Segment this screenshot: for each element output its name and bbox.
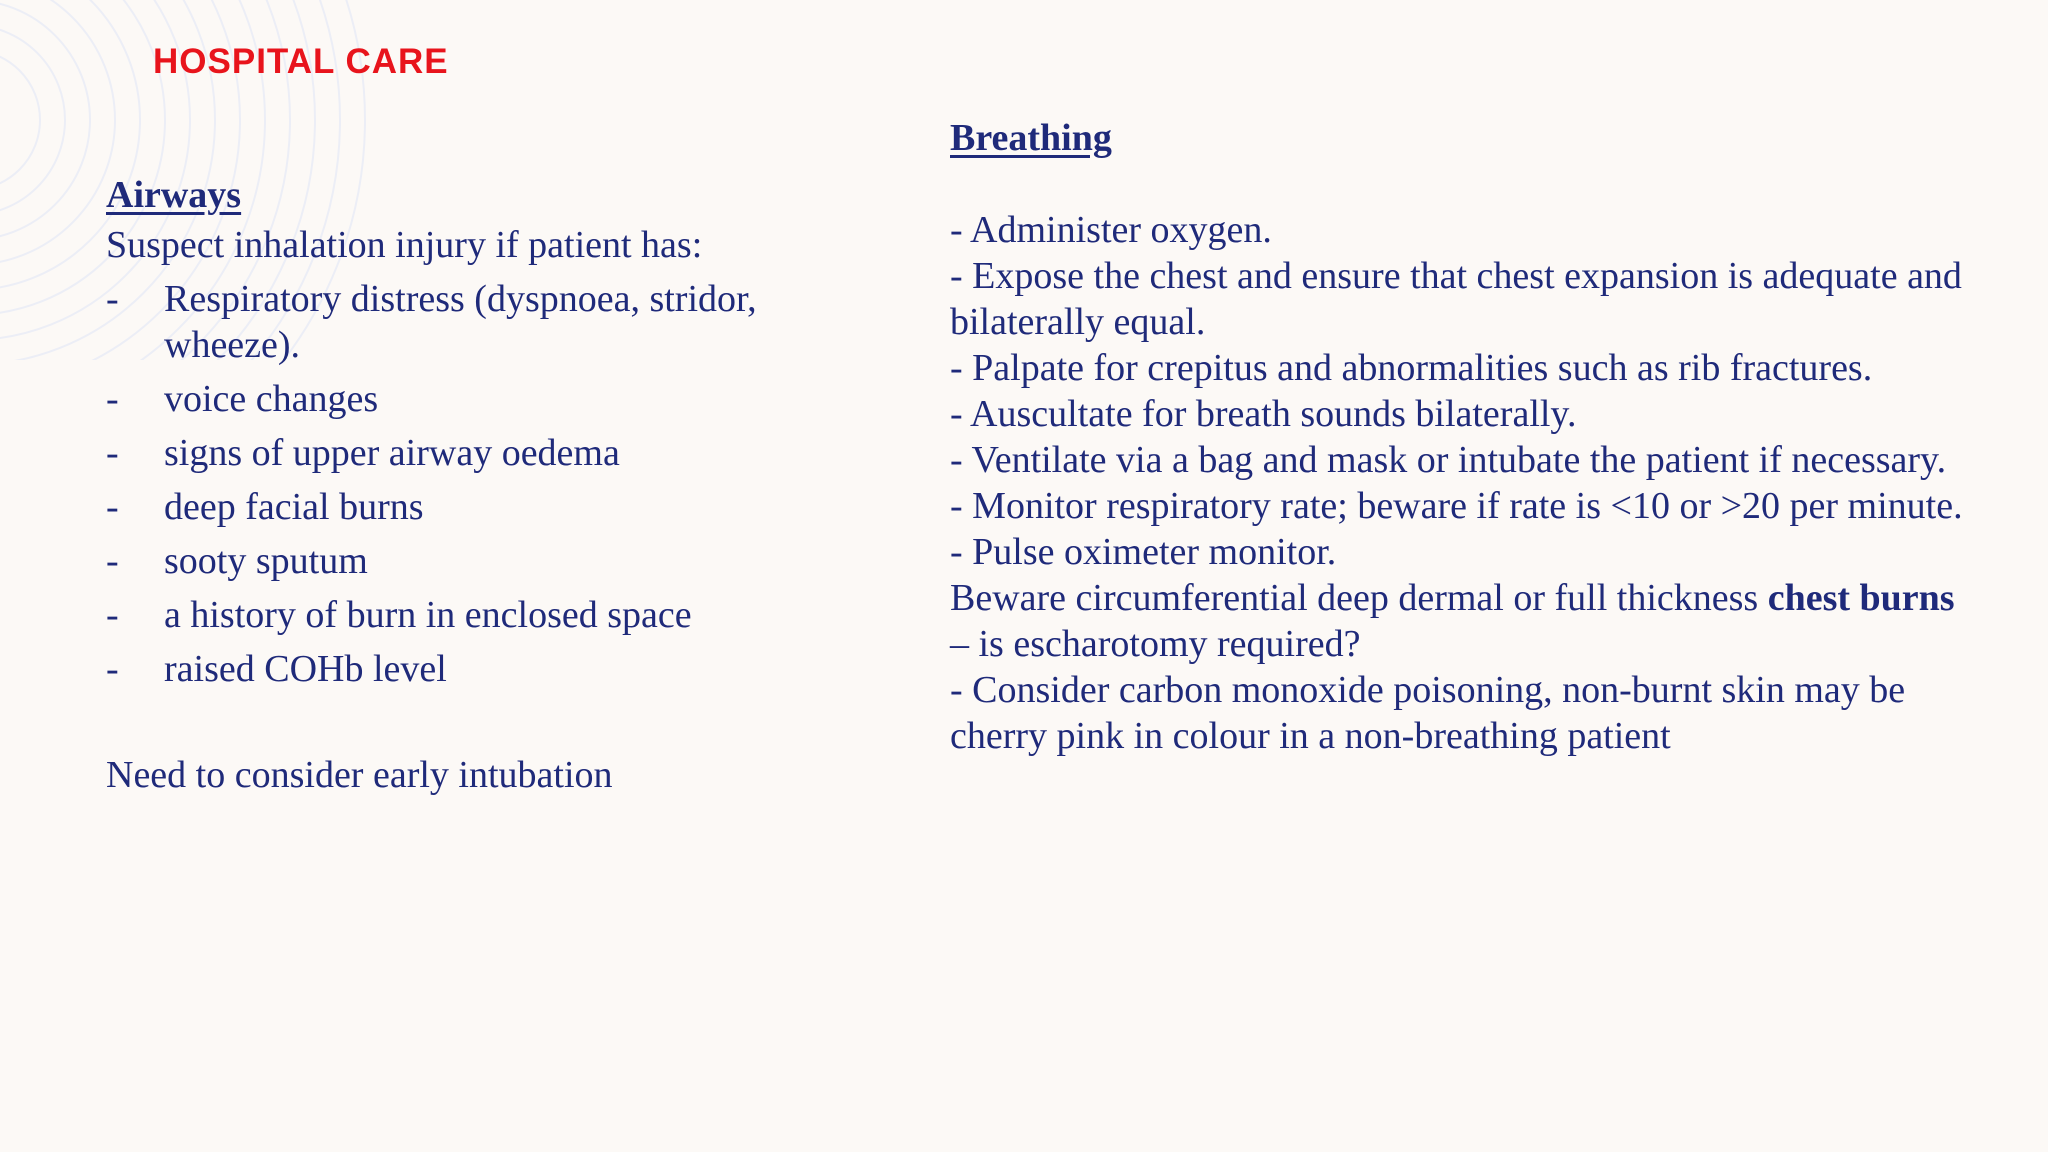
breathing-heading: Breathing bbox=[950, 117, 1112, 159]
list-item: - deep facial burns bbox=[106, 486, 424, 528]
list-item: - Ventilate via a bag and mask or intubate the patient if necessary. bbox=[950, 439, 1947, 481]
list-item: - a history of burn in enclosed space bbox=[106, 594, 692, 636]
list-item: - Administer oxygen. bbox=[950, 209, 1272, 251]
airways-column bbox=[106, 172, 866, 798]
list-item: - Auscultate for breath sounds bilaterally. bbox=[950, 393, 1577, 435]
chest-burns-emphasis: chest burns bbox=[1767, 577, 1955, 619]
list-item: - raised COHb level bbox=[106, 648, 447, 690]
intubation-note: Need to consider early intubation bbox=[106, 754, 613, 796]
carbon-monoxide-note: - Consider carbon monoxide poisoning, non-burnt skin may be cherry pink in colour in a non-breathing patient bbox=[950, 669, 1906, 757]
airways-heading: Airways bbox=[106, 174, 242, 216]
list-item: - Palpate for crepitus and abnormalities such as rib fractures. bbox=[950, 347, 1873, 389]
airways-bullet-list bbox=[106, 276, 866, 692]
airways-intro: Suspect inhalation injury if patient has: bbox=[106, 224, 703, 266]
list-item: - signs of upper airway oedema bbox=[106, 432, 620, 474]
breathing-column bbox=[950, 115, 1980, 759]
list-item: - sooty sputum bbox=[106, 540, 368, 582]
breathing-steps bbox=[950, 207, 1980, 759]
list-item: - Respiratory distress (dyspnoea, stridor, wheeze). bbox=[106, 278, 757, 366]
slide-title: HOSPITAL CARE bbox=[153, 42, 449, 81]
escharotomy-warning: Beware circumferential deep dermal or full thickness chest burns – is escharotomy required? bbox=[950, 577, 1955, 665]
list-item: - Expose the chest and ensure that chest expansion is adequate and bilaterally equal. bbox=[950, 255, 1962, 343]
list-item: - Pulse oximeter monitor. bbox=[950, 531, 1337, 573]
list-item: - Monitor respiratory rate; beware if rate is <10 or >20 per minute. bbox=[950, 485, 1963, 527]
list-item: - voice changes bbox=[106, 378, 379, 420]
